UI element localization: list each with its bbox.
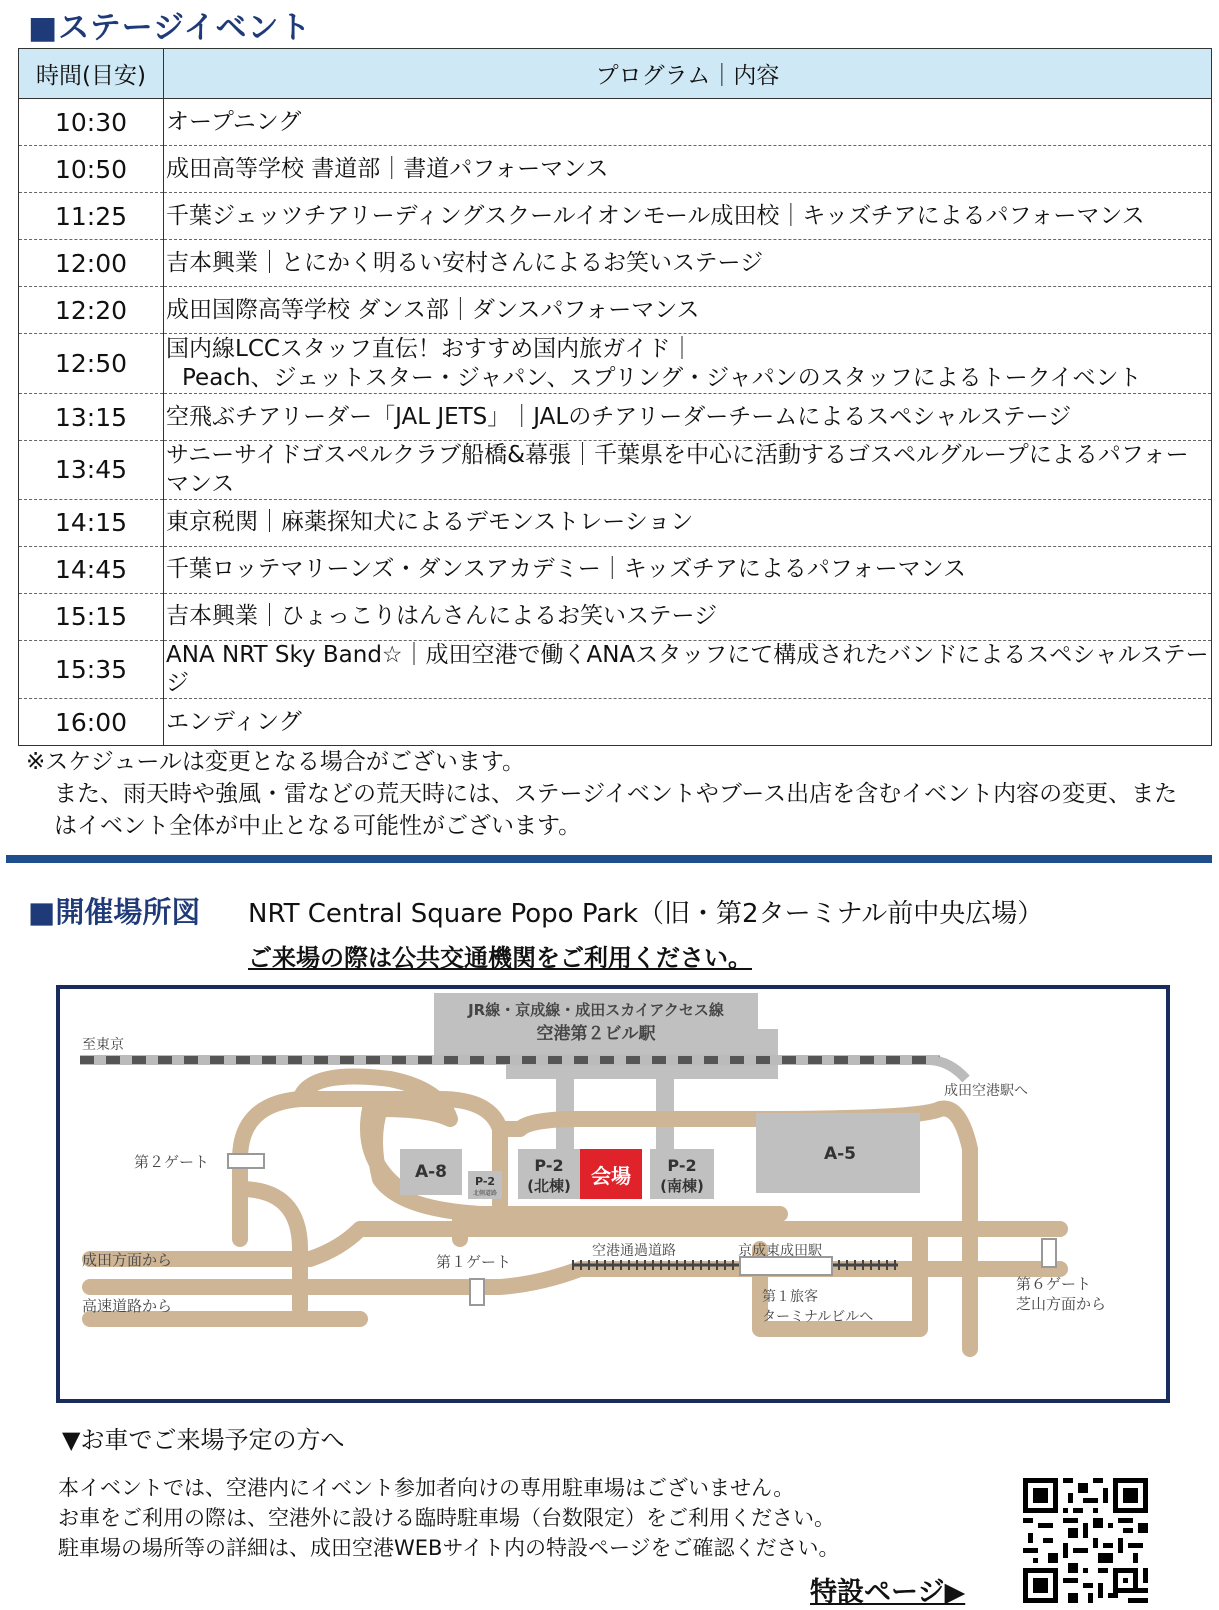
venue-label: 会場 bbox=[591, 1164, 631, 1188]
car-line-3: 駐車場の場所等の詳細は、成田空港WEBサイト内の特設ページをご確認ください。 bbox=[58, 1536, 840, 1560]
schedule-program bbox=[164, 441, 1212, 500]
car-line-2: お車をご利用の際は、空港外に設ける臨時駐車場（台数限定）をご利用ください。 bbox=[58, 1506, 835, 1530]
notice-line-3: はイベント全体が中止となる可能性がございます。 bbox=[54, 813, 582, 839]
schedule-program bbox=[164, 146, 1212, 193]
schedule-notice bbox=[26, 746, 1177, 842]
schedule-program-text: エンディング bbox=[166, 708, 302, 735]
gate1-label: 第１ゲート bbox=[436, 1253, 512, 1271]
schedule-program-text-line2: Peach、ジェットスター・ジャパン、スプリング・ジャパンのスタッフによるトークイベント bbox=[182, 364, 1142, 391]
schedule-program-text: 国内線LCCスタッフ直伝！おすすめ国内旅ガイド｜ bbox=[166, 335, 694, 362]
schedule-time: 13:45 bbox=[19, 441, 164, 500]
schedule-time: 15:35 bbox=[19, 640, 164, 699]
p2-small-sub-label: 北側道路 bbox=[472, 1190, 498, 1197]
schedule-time: 13:15 bbox=[19, 394, 164, 441]
section-divider bbox=[6, 855, 1212, 863]
schedule-row bbox=[19, 240, 1212, 287]
schedule-program-text: サニーサイドゴスペルクラブ船橋&幕張｜千葉県を中心に活動するゴスペルグループによるパフォーマンス bbox=[166, 442, 1189, 497]
keisei-station-box bbox=[740, 1257, 832, 1275]
gate6-label: 第６ゲート bbox=[1016, 1275, 1092, 1293]
venue-title: ■開催場所図 bbox=[28, 895, 201, 929]
schedule-row bbox=[19, 287, 1212, 334]
schedule-row bbox=[19, 394, 1212, 441]
keisei-station-label: 京成東成田駅 bbox=[738, 1243, 822, 1259]
schedule-row bbox=[19, 146, 1212, 193]
station-building-side bbox=[750, 1029, 778, 1059]
notice-line-2: また、雨天時や強風・雷などの荒天時には、ステージイベントやブース出店を含むイベント内容の変更、また bbox=[54, 781, 1178, 807]
schedule-row bbox=[19, 546, 1212, 593]
schedule-row bbox=[19, 499, 1212, 546]
qr-code[interactable] bbox=[1023, 1478, 1148, 1603]
stage-schedule-table bbox=[18, 48, 1212, 746]
schedule-program-text: 空飛ぶチアリーダー「JAL JETS」｜JALのチアリーダーチームによるスペシャルステージ bbox=[166, 403, 1072, 430]
schedule-program-text: 成田高等学校 書道部｜書道パフォーマンス bbox=[166, 155, 609, 182]
schedule-row bbox=[19, 441, 1212, 500]
schedule-program-text: 吉本興業｜とにかく明るい安村さんによるお笑いステージ bbox=[166, 249, 764, 276]
p2-north-label: P-2 bbox=[534, 1156, 564, 1175]
schedule-row bbox=[19, 640, 1212, 699]
p2-south-label: P-2 bbox=[667, 1156, 697, 1175]
schedule-row bbox=[19, 193, 1212, 240]
from-expressway-label: 高速道路から bbox=[82, 1297, 173, 1315]
gate1-box bbox=[470, 1279, 484, 1305]
schedule-program bbox=[164, 499, 1212, 546]
car-notice-title: ▼お車でご来場予定の方へ bbox=[62, 1426, 345, 1454]
schedule-program bbox=[164, 546, 1212, 593]
schedule-time: 16:00 bbox=[19, 699, 164, 746]
schedule-time: 12:50 bbox=[19, 334, 164, 394]
schedule-program-text: オープニング bbox=[166, 108, 302, 135]
terminal1-label-1: 第１旅客 bbox=[762, 1289, 818, 1305]
gate2-box bbox=[228, 1154, 264, 1168]
from-shibayama-label: 芝山方面から bbox=[1016, 1295, 1107, 1313]
schedule-program-text: 千葉ロッテマリーンズ・ダンスアカデミー｜キッズチアによるパフォーマンス bbox=[166, 556, 966, 583]
schedule-time: 14:15 bbox=[19, 499, 164, 546]
a5-label: A-5 bbox=[823, 1144, 857, 1164]
schedule-row bbox=[19, 699, 1212, 746]
schedule-program-text: 千葉ジェッツチアリーディングスクールイオンモール成田校｜キッズチアによるパフォーマンス bbox=[166, 202, 1145, 229]
schedule-time: 15:15 bbox=[19, 593, 164, 640]
transit-notice: ご来場の際は公共交通機関をご利用ください。 bbox=[248, 944, 752, 972]
schedule-program bbox=[164, 334, 1212, 394]
from-narita-label: 成田方面から bbox=[82, 1251, 173, 1269]
venue-name: NRT Central Square Popo Park（旧・第2ターミナル前中央広場） bbox=[248, 899, 1044, 929]
gate2-label: 第２ゲート bbox=[134, 1153, 210, 1171]
gate6-box bbox=[1042, 1239, 1056, 1267]
road-lower-horizontal bbox=[90, 1269, 1000, 1287]
schedule-program bbox=[164, 699, 1212, 746]
schedule-program bbox=[164, 99, 1212, 146]
car-notice-body bbox=[58, 1473, 840, 1563]
schedule-program bbox=[164, 394, 1212, 441]
schedule-program bbox=[164, 240, 1212, 287]
header-time: 時間(目安) bbox=[19, 49, 164, 99]
transit-road-label: 空港通過道路 bbox=[592, 1243, 676, 1259]
schedule-program bbox=[164, 593, 1212, 640]
venue-map bbox=[56, 985, 1170, 1403]
schedule-time: 12:00 bbox=[19, 240, 164, 287]
stage-event-title: ■ステージイベント bbox=[28, 10, 312, 46]
p2-south-sub-label: (南棟) bbox=[660, 1177, 704, 1195]
schedule-time: 11:25 bbox=[19, 193, 164, 240]
schedule-row bbox=[19, 334, 1212, 394]
header-program: プログラム｜内容 bbox=[164, 49, 1212, 99]
to-tokyo-label: 至東京 bbox=[82, 1037, 124, 1053]
schedule-program bbox=[164, 287, 1212, 334]
p2-small-label: P-2 bbox=[474, 1175, 496, 1188]
schedule-program bbox=[164, 640, 1212, 699]
schedule-time: 14:45 bbox=[19, 546, 164, 593]
terminal1-label-2: ターミナルビルへ bbox=[762, 1309, 874, 1325]
car-line-1: 本イベントでは、空港内にイベント参加者向けの専用駐車場はございません。 bbox=[58, 1476, 795, 1500]
schedule-time: 10:30 bbox=[19, 99, 164, 146]
a8-label: A-8 bbox=[414, 1162, 448, 1182]
schedule-time: 12:20 bbox=[19, 287, 164, 334]
schedule-program-text: 吉本興業｜ひょっこりはんさんによるお笑いステージ bbox=[166, 603, 718, 630]
special-page-link[interactable]: 特設ページ▶ bbox=[810, 1577, 966, 1608]
notice-line-1: ※スケジュールは変更となる場合がございます。 bbox=[26, 749, 526, 775]
station-label-1: JR線・京成線・成田スカイアクセス線 bbox=[468, 1001, 724, 1019]
schedule-time: 10:50 bbox=[19, 146, 164, 193]
to-narita-station-label: 成田空港駅へ bbox=[944, 1083, 1028, 1099]
schedule-row bbox=[19, 593, 1212, 640]
schedule-program-text: 成田国際高等学校 ダンス部｜ダンスパフォーマンス bbox=[166, 296, 700, 323]
schedule-row bbox=[19, 99, 1212, 146]
schedule-program bbox=[164, 193, 1212, 240]
station-label-2: 空港第２ビル駅 bbox=[536, 1024, 656, 1044]
p2-north-sub-label: (北棟) bbox=[527, 1177, 571, 1195]
schedule-program-text: 東京税関｜麻薬探知犬によるデモンストレーション bbox=[166, 509, 694, 536]
schedule-program-text: ANA NRT Sky Band☆｜成田空港で働くANAスタッフにて構成されたバンドによるスペシャルステージ bbox=[166, 641, 1209, 697]
